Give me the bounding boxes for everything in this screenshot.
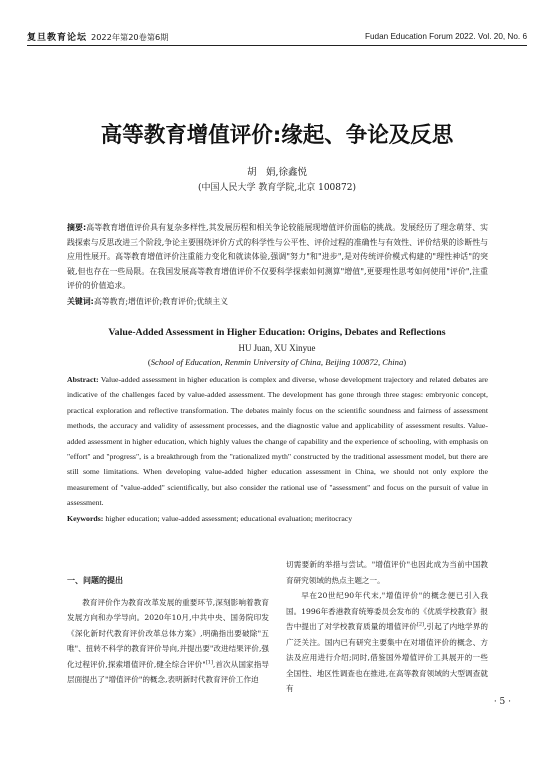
english-keywords-label: Keywords:	[67, 514, 104, 523]
paragraph-text: 早在20世纪90年代末,"增值评价"的概念便已引入我国。1996年香港教育统筹委员会发布的《优质学校教育》报告中提出了对学校教育质量的增值评价	[286, 591, 488, 631]
paragraph-text: ,引起了内地学界的广泛关注。国内已有研究主要集中在对增值评价的概念、方法及应用进行介绍;同时,借鉴国外增值评价工具展开的一些全国性、地区性调查也在推进,在高等教育领域的大型调查就有	[286, 622, 488, 693]
affiliation-open-paren: (	[147, 357, 151, 367]
english-title: Value-Added Assessment in Higher Education: Origins, Debates and Reflections	[108, 327, 446, 338]
body-column-right	[286, 557, 488, 697]
running-header	[27, 28, 527, 44]
citation-ref: [1]	[205, 658, 213, 665]
english-authors: HU Juan, XU Xinyue	[238, 343, 316, 353]
article-affiliation: (中国人民大学 教育学院,北京 100872)	[198, 183, 356, 193]
body-paragraph-continued: 切需要新的举措与尝试。"增值评价"也因此成为当前中国教育研究领域的热点主题之一。	[286, 560, 488, 585]
affiliation-close-paren: )	[403, 357, 407, 367]
page-number: · 5 ·	[493, 697, 511, 707]
chinese-abstract-label: 摘要:	[67, 223, 87, 232]
english-keywords	[67, 514, 488, 523]
chinese-keywords-label: 关键词:	[67, 297, 94, 306]
chinese-abstract-text: 高等教育增值评价具有复杂多样性,其发展历程和相关争论较能展现增值评价面临的挑战。发展经历了理念萌芽、实践探索与反思改进三个阶段,争论主要围绕评价方式的科学性与公平性、评价过程的准确性与有效性、评价结果的诊断性与应用性展开。高等教育增值评价注重能力变化和就读体验,强调"努力"和"进步",是对传统评价模式构建的"理性神话"的突破,但也存在一些局限。在我国发展高等教育增值评价不仅要科学探索如何测算"增值",更要理性思考如何使用"评价",注重评价的价值追求。	[67, 223, 489, 291]
header-rule	[27, 45, 527, 46]
paragraph-text: 教育评价作为教育改革发展的重要环节,深刻影响着教育发展方向和办学导向。2020年10月,中共中央、国务院印发《深化新时代教育评价改革总体方案》,明确指出要破除"五唯"、扭转不科学的教育评价导向,并提出要"改进结果评价,强化过程评价,探索增值评价,健全综合评价"	[67, 597, 269, 669]
journal-english-name: Fudan Education Forum 2022. Vol. 20, No. 6	[364, 31, 527, 41]
english-abstract	[67, 372, 488, 511]
body-paragraph	[286, 588, 488, 697]
english-abstract-label: Abstract:	[67, 375, 99, 384]
article-authors: 胡 娟,徐鑫悦	[246, 167, 308, 178]
english-abstract-text: Value-added assessment in higher education is complex and diverse, whose development trajectory and related debates are indicative of the challenges faced by value-added assessment. The development has gone through three stages: embryonic concept, practical exploration and reflective transformation. The debates mainly focus on the scientific soundness and fairness of assessment methods, the accuracy and validity of assessment processes, and the diagnostic value and applicability of assessment results. Value-added assessment in higher education, which highly values the change of capability and the experience of schooling, with emphasis on "effort" and "progress", is a breakthrough from the "rationalized myth" constructed by the traditional assessment model, but there are still some limitations. When developing value-added higher education assessment in China, we should not only explore the measurement of "value-added" scientifically, but also consider the rational use of "assessment" and focus on the pursuit of value in assessment.	[67, 375, 488, 508]
section-heading: 一、问题的提出	[67, 576, 123, 585]
journal-name: 复旦教育论坛	[27, 32, 88, 43]
body-column-left	[67, 557, 269, 688]
running-header-left	[27, 30, 168, 43]
body-paragraph	[67, 595, 269, 688]
english-keywords-text: higher education; value-added assessment; educational evaluation; meritocracy	[105, 514, 353, 523]
english-affiliation-text: School of Education, Renmin University of China, Beijing 100872, China	[150, 357, 404, 367]
english-affiliation	[0, 357, 554, 367]
chinese-keywords-text: 高等教育;增值评价;教育评价;优绩主义	[93, 297, 229, 306]
paragraph-text: ,首次从国家指导层面提出了"增值评价"的概念,表明新时代教育评价工作迫	[67, 659, 269, 684]
chinese-keywords	[67, 296, 488, 307]
issue-info: 2022年第20卷第6期	[91, 31, 169, 42]
citation-ref: [2]	[416, 621, 424, 628]
article-title: 高等教育增值评价:缘起、争论及反思	[100, 123, 454, 148]
chinese-abstract	[67, 221, 488, 294]
